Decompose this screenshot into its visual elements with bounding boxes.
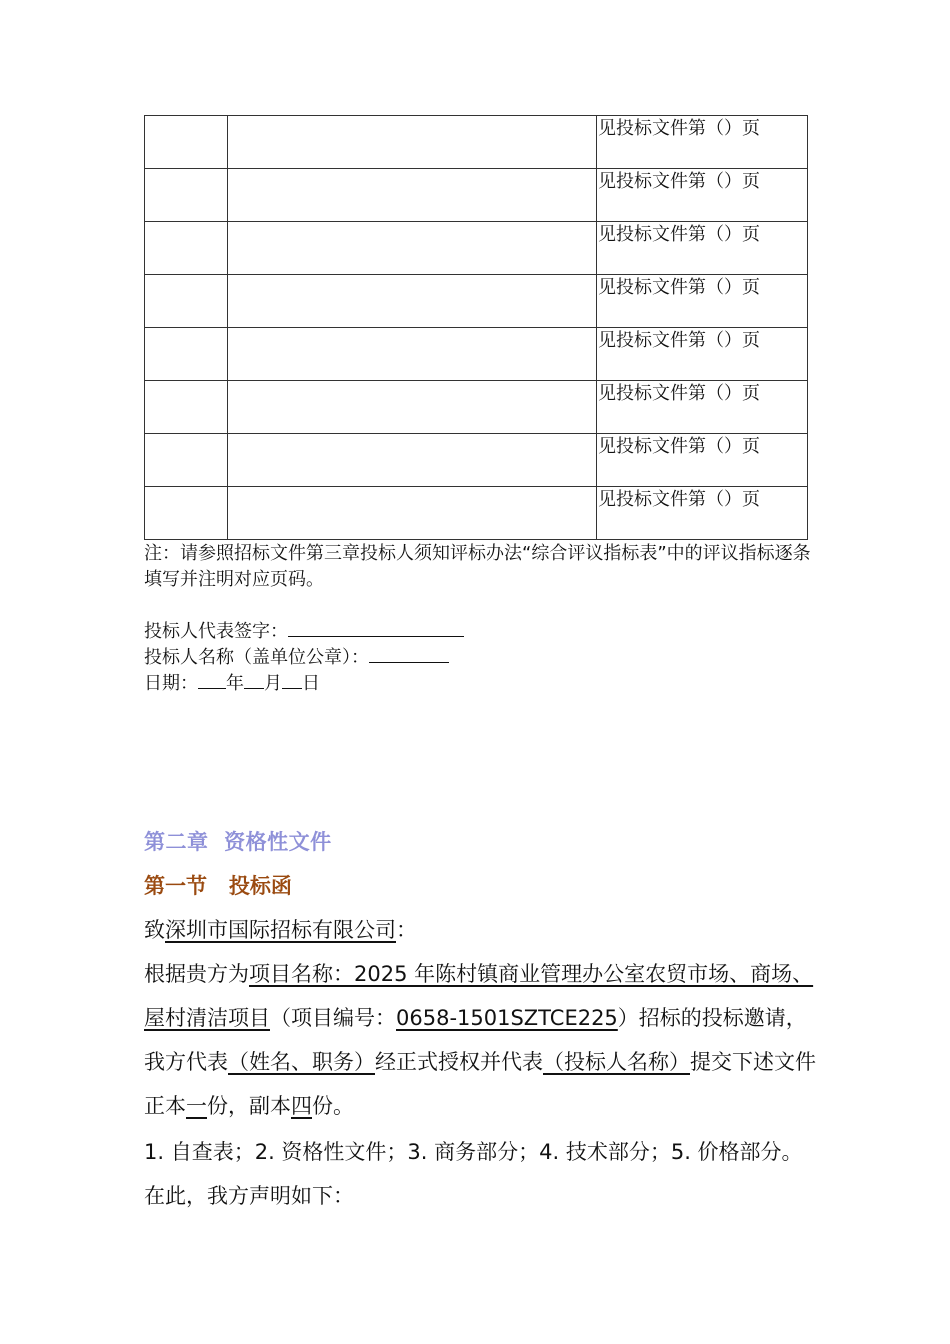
table-cell-content xyxy=(228,487,597,540)
table-cell-index xyxy=(145,116,228,169)
copy-count: 四 xyxy=(291,1094,312,1118)
paragraph-text-e: 提交下述文件正本 xyxy=(144,1050,816,1118)
document-list: 1. 自查表；2. 资格性文件；3. 商务部分；4. 技术部分；5. 价格部分。 xyxy=(144,1140,803,1164)
bidder-name-label: 投标人名称（盖单位公章）： xyxy=(144,647,369,668)
date-label: 日期： xyxy=(144,673,198,694)
paragraph-text-g: 份。 xyxy=(312,1094,354,1118)
table-cell-content xyxy=(228,434,597,487)
table-cell-index xyxy=(145,328,228,381)
paragraph-text-d: 经正式授权并代表 xyxy=(375,1050,543,1074)
table-row xyxy=(145,381,808,434)
addressee-prefix: 致 xyxy=(144,918,165,942)
addressee-suffix: ： xyxy=(396,918,417,942)
evaluation-reference-table xyxy=(144,115,808,540)
chapter-heading: 第二章 资格性文件 xyxy=(144,830,332,854)
table-row xyxy=(145,434,808,487)
date-line xyxy=(144,670,320,697)
table-cell-content xyxy=(228,275,597,328)
letter-addressee xyxy=(144,908,824,952)
project-name: 项目名称：2025 年陈村镇商业管理办公室农贸市场、商场、屋村清洁项目 xyxy=(144,962,814,1030)
table-cell-content xyxy=(228,169,597,222)
table-cell-page-ref: 见投标文件第（）页 xyxy=(597,434,808,487)
table-cell-page-ref: 见投标文件第（）页 xyxy=(597,487,808,540)
bidder-name-line xyxy=(144,644,449,671)
table-cell-page-ref: 见投标文件第（）页 xyxy=(597,275,808,328)
paragraph-text-f: 份，副本 xyxy=(207,1094,291,1118)
table-note: 注：请参照招标文件第三章投标人须知评标办法“综合评议指标表”中的评议指标逐条填写并注明对应页码。 xyxy=(144,543,811,590)
paragraph-text-b: （项目编号： xyxy=(270,1006,396,1030)
table-cell-content xyxy=(228,328,597,381)
table-cell-page-ref: 见投标文件第（）页 xyxy=(597,222,808,275)
table-cell-index xyxy=(145,275,228,328)
month-label: 月 xyxy=(264,673,282,694)
paragraph-text-a: 根据贵方为 xyxy=(144,962,249,986)
table-cell-page-ref: 见投标文件第（）页 xyxy=(597,116,808,169)
table-cell-page-ref: 见投标文件第（）页 xyxy=(597,328,808,381)
addressee-name: 深圳市国际招标有限公司 xyxy=(165,918,396,942)
day-blank[interactable] xyxy=(282,670,302,689)
declaration-intro: 在此，我方声明如下： xyxy=(144,1184,354,1208)
table-cell-page-ref: 见投标文件第（）页 xyxy=(597,169,808,222)
representative-signature-label: 投标人代表签字： xyxy=(144,621,288,642)
year-blank[interactable] xyxy=(198,670,226,689)
table-row xyxy=(145,275,808,328)
table-cell-index xyxy=(145,222,228,275)
year-label: 年 xyxy=(226,673,244,694)
table-cell-index xyxy=(145,169,228,222)
table-row xyxy=(145,116,808,169)
paragraph-text-c: ）招标的投标邀请，我方代表 xyxy=(144,1006,807,1074)
table-cell-index xyxy=(145,434,228,487)
representative-signature-line xyxy=(144,618,464,645)
project-code: 0658-1501SZTCE225 xyxy=(396,1006,618,1030)
table-row xyxy=(145,487,808,540)
table-row xyxy=(145,222,808,275)
table-cell-index xyxy=(145,487,228,540)
section-heading: 第一节 投标函 xyxy=(144,874,292,898)
table-cell-content xyxy=(228,116,597,169)
day-label: 日 xyxy=(302,673,320,694)
representative-placeholder: （姓名、职务） xyxy=(228,1050,375,1074)
table-cell-page-ref: 见投标文件第（）页 xyxy=(597,381,808,434)
representative-signature-blank[interactable] xyxy=(288,618,464,637)
original-count: 一 xyxy=(186,1094,207,1118)
bidder-placeholder: （投标人名称） xyxy=(543,1050,690,1074)
table-row xyxy=(145,328,808,381)
letter-paragraph xyxy=(144,952,816,1128)
month-blank[interactable] xyxy=(244,670,264,689)
table-row xyxy=(145,169,808,222)
table-cell-content xyxy=(228,222,597,275)
table-cell-content xyxy=(228,381,597,434)
bidder-name-blank[interactable] xyxy=(369,644,449,663)
table-cell-index xyxy=(145,381,228,434)
